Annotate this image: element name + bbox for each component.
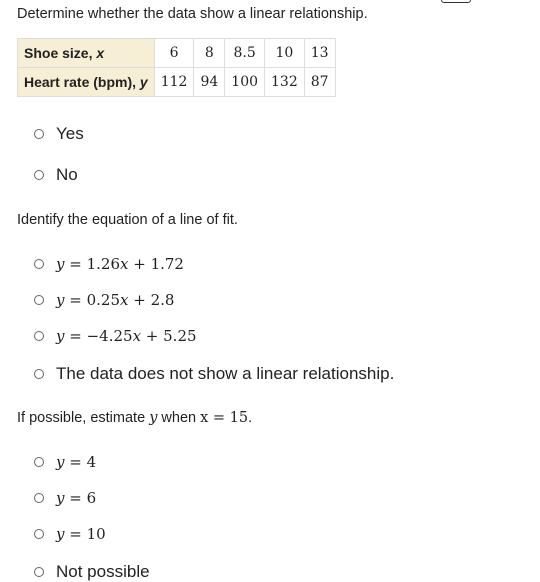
radio-button[interactable]	[34, 529, 44, 539]
table-cell: 87	[304, 68, 335, 97]
table-header-heart-rate: Heart rate (bpm), y	[18, 68, 155, 97]
radio-button[interactable]	[34, 369, 44, 379]
prompt-text: .	[248, 410, 253, 426]
option-label: y = 1.26x + 1.72	[56, 255, 184, 273]
option-equation-3[interactable]	[34, 327, 197, 345]
radio-button[interactable]	[34, 567, 44, 577]
option-label: Yes	[56, 124, 84, 143]
table-cell: 6	[154, 39, 194, 68]
option-label: y = 6	[56, 489, 97, 507]
radio-button[interactable]	[34, 129, 44, 139]
radio-button[interactable]	[34, 170, 44, 180]
table-row-shoe-size	[18, 39, 336, 68]
table-cell: 8.5	[225, 39, 265, 68]
table-cell: 100	[225, 68, 265, 97]
option-yes[interactable]	[34, 124, 84, 144]
radio-button[interactable]	[34, 295, 44, 305]
option-equation-1[interactable]	[34, 255, 184, 273]
question-1-prompt: Determine whether the data show a linear relationship.	[17, 6, 368, 22]
prompt-variable: y	[149, 410, 158, 426]
option-no[interactable]	[34, 165, 78, 185]
data-table	[17, 38, 336, 97]
option-label: y = 10	[56, 525, 106, 543]
corner-box	[441, 0, 471, 3]
table-cell: 8	[194, 39, 225, 68]
table-cell: 94	[194, 68, 225, 97]
question-3-prompt	[17, 410, 252, 426]
table-cell: 13	[304, 39, 335, 68]
table-header-shoe-size: Shoe size, x	[18, 39, 155, 68]
option-label: No	[56, 165, 78, 184]
table-cell: 132	[265, 68, 305, 97]
option-y-10[interactable]	[34, 525, 106, 543]
table-row-heart-rate	[18, 68, 336, 97]
option-y-6[interactable]	[34, 489, 96, 507]
option-label: Not possible	[56, 562, 150, 581]
radio-button[interactable]	[34, 457, 44, 467]
radio-button[interactable]	[34, 331, 44, 341]
option-label: The data does not show a linear relationship.	[56, 364, 395, 383]
option-not-possible[interactable]	[34, 562, 150, 582]
table-cell: 112	[154, 68, 194, 97]
radio-button[interactable]	[34, 259, 44, 269]
prompt-text: If possible, estimate	[17, 410, 146, 426]
option-no-linear[interactable]	[34, 364, 394, 384]
option-equation-2[interactable]	[34, 291, 174, 309]
option-label: y = −4.25x + 5.25	[56, 327, 197, 345]
prompt-equation: x = 15	[200, 410, 249, 426]
table-cell: 10	[265, 39, 305, 68]
radio-button[interactable]	[34, 493, 44, 503]
question-2-prompt: Identify the equation of a line of fit.	[17, 212, 238, 228]
prompt-text: when	[161, 410, 197, 426]
option-label: y = 0.25x + 2.8	[56, 291, 175, 309]
option-y-4[interactable]	[34, 453, 96, 471]
option-label: y = 4	[56, 453, 97, 471]
